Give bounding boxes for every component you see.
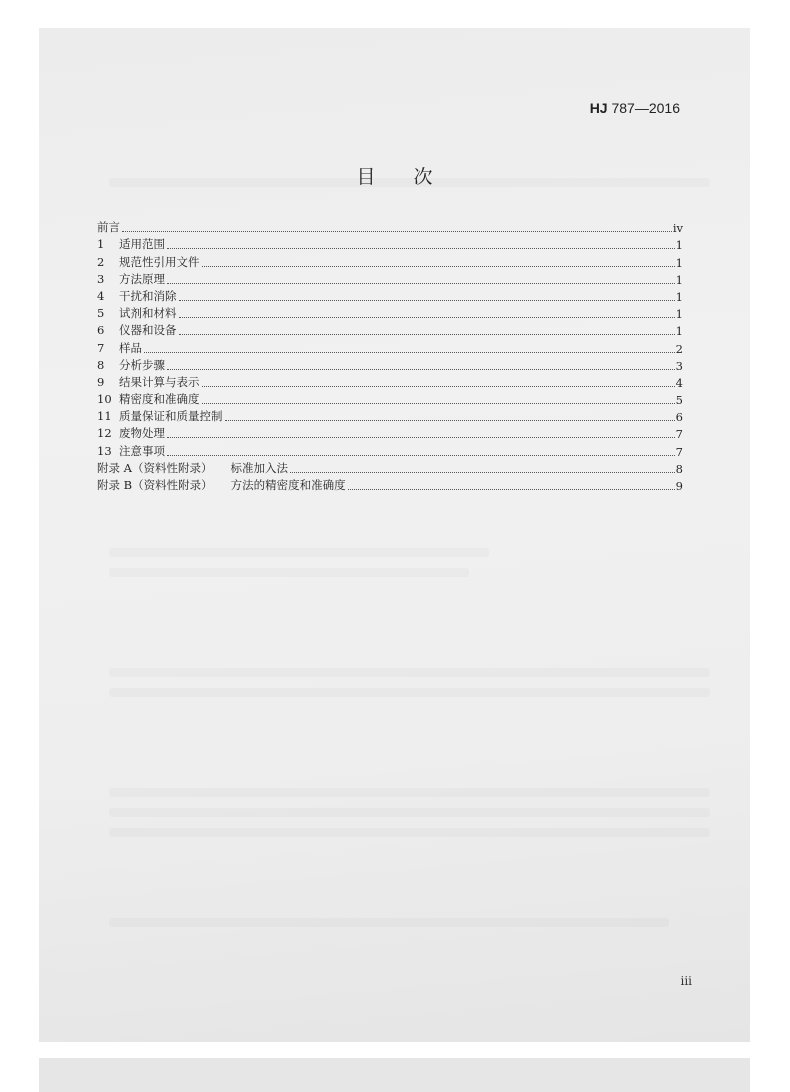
toc-entry-label [97, 357, 165, 373]
toc-entry-page: 1 [675, 272, 683, 287]
toc-entry-number: 1 [97, 237, 105, 252]
toc-entry-page: 1 [675, 324, 683, 339]
dot-leader [202, 402, 675, 404]
toc-entry [97, 270, 683, 287]
toc-entry-title: 方法原理 [119, 271, 165, 286]
toc-entry-title: 干扰和消除 [119, 288, 177, 303]
toc-entry-page: 8 [675, 461, 683, 476]
toc-entry [97, 441, 683, 458]
toc-entry-label [97, 288, 177, 304]
toc-entry-label [97, 391, 200, 407]
toc-entry-label [97, 477, 346, 493]
bleed-through-text [109, 548, 489, 557]
toc-entry-page: 1 [675, 255, 683, 270]
toc-entry-subtitle: 标准加入法 [230, 460, 288, 475]
toc-entry-number: 4 [97, 288, 105, 303]
toc-entry-label [97, 236, 165, 252]
toc-entry-page: 7 [675, 444, 683, 459]
document-photo [39, 28, 750, 1042]
toc-entry-page: 1 [675, 307, 683, 322]
toc-entry-title: 结果计算与表示 [119, 374, 200, 389]
toc-entry-label [97, 374, 200, 390]
toc-entry-page: 1 [675, 289, 683, 304]
toc-entry-page: 5 [675, 393, 683, 408]
toc-entry-label [97, 460, 288, 476]
toc-entry-title: 附录 A（资料性附录） [97, 460, 213, 475]
dot-leader [122, 230, 672, 232]
toc-entry-number: 7 [97, 340, 105, 355]
bleed-through-text [109, 808, 710, 817]
toc-entry-number: 2 [97, 254, 105, 269]
toc-entry-page: 1 [675, 238, 683, 253]
toc-entry-title: 注意事项 [119, 443, 165, 458]
bleed-through-text [109, 788, 710, 797]
bleed-through-text [109, 918, 669, 927]
toc-entry [97, 252, 683, 269]
toc-entry-label [97, 254, 200, 270]
toc-entry-label [97, 340, 142, 356]
dot-leader [202, 265, 675, 267]
dot-leader [167, 247, 675, 249]
dot-leader [179, 316, 675, 318]
toc-entry [97, 424, 683, 441]
toc-entry-title: 仪器和设备 [119, 323, 177, 338]
toc-entry-number: 13 [97, 443, 112, 458]
toc-entry-label [97, 408, 223, 424]
dot-leader [167, 436, 675, 438]
toc-entry-label [97, 322, 177, 338]
dot-leader [167, 368, 675, 370]
toc-entry [97, 287, 683, 304]
toc-entry-subtitle: 方法的精密度和准确度 [230, 478, 346, 492]
toc-entry-title: 质量保证和质量控制 [119, 409, 223, 424]
toc-entry-label [97, 271, 165, 287]
dot-leader [144, 351, 675, 353]
toc-entry-page: 4 [675, 375, 683, 390]
toc-entry-label [97, 305, 177, 321]
toc-entry-number: 12 [97, 426, 112, 441]
bleed-through-text [109, 668, 710, 677]
toc-entry [97, 338, 683, 355]
dot-leader [202, 385, 675, 387]
toc-entry-page: iv [672, 221, 683, 236]
toc-entry-page: 6 [675, 410, 683, 425]
toc-entry-title: 分析步骤 [119, 357, 165, 372]
toc-entry-title: 试剂和材料 [119, 306, 177, 321]
toc-entry [97, 218, 683, 235]
toc-entry-label [97, 443, 165, 459]
toc-entry-number: 8 [97, 357, 105, 372]
toc-entry [97, 390, 683, 407]
toc-entry-number: 3 [97, 271, 105, 286]
bleed-through-text [109, 828, 710, 837]
dot-leader [179, 299, 675, 301]
dot-leader [225, 419, 675, 421]
toc-entry [97, 407, 683, 424]
dot-leader [348, 488, 675, 490]
toc-entry [97, 476, 683, 493]
dot-leader [167, 282, 675, 284]
page-number: iii [680, 974, 692, 988]
toc-entry-number: 11 [97, 409, 112, 424]
toc-entry [97, 459, 683, 476]
doc-code-number: 787—2016 [607, 100, 680, 116]
bleed-through-text [109, 688, 710, 697]
dot-leader [179, 333, 675, 335]
toc-entry-page: 7 [675, 427, 683, 442]
toc-entry-number: 10 [97, 392, 112, 407]
document-code [590, 100, 680, 116]
dot-leader [167, 454, 675, 456]
toc-entry-label [97, 219, 120, 235]
toc-entry-title: 适用范围 [119, 237, 165, 252]
toc-entry-title: 精密度和准确度 [119, 392, 200, 407]
toc-entry [97, 356, 683, 373]
toc-entry-title: 前言 [97, 220, 120, 235]
table-of-contents [97, 218, 683, 493]
toc-entry-label [97, 425, 165, 441]
toc-entry-page: 2 [675, 341, 683, 356]
toc-entry [97, 321, 683, 338]
toc-entry-title: 废物处理 [119, 426, 165, 441]
toc-entry-title: 规范性引用文件 [119, 254, 200, 269]
toc-entry-number: 9 [97, 374, 105, 389]
bottom-strip [39, 1058, 750, 1092]
page-title: 目次 [356, 166, 471, 188]
toc-entry-number: 5 [97, 306, 105, 321]
toc-entry [97, 235, 683, 252]
doc-code-prefix: HJ [589, 100, 608, 116]
toc-entry [97, 373, 683, 390]
bleed-through-text [109, 568, 469, 577]
toc-entry-number: 6 [97, 323, 105, 338]
toc-entry-page: 3 [675, 358, 683, 373]
toc-entry-page: 9 [675, 479, 683, 493]
dot-leader [290, 471, 675, 473]
toc-entry [97, 304, 683, 321]
toc-entry-title: 样品 [119, 340, 142, 355]
toc-entry-title: 附录 B（资料性附录） [97, 478, 213, 492]
